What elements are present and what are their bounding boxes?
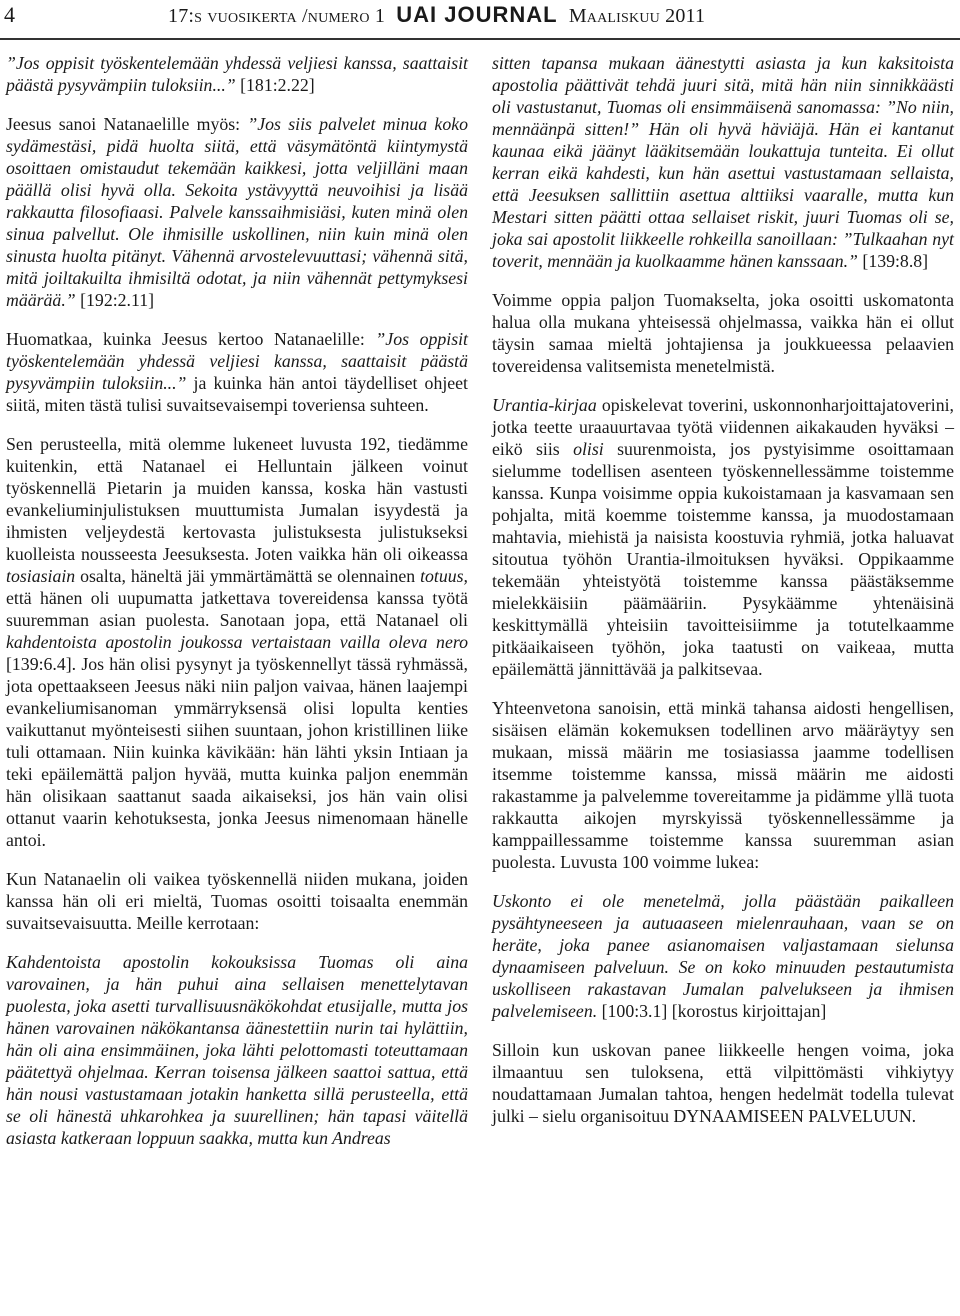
quote: ”Jos oppisit työskentelemään yhdessä veljiesi kanssa, saattaisit päästä pysyvämpiin tuloksiin...” — [6, 53, 468, 95]
quote: Uskonto ei ole menetelmä, jolla päästään paikalleen pysähtyneeseen ja autuaaseen mielenrauhaan, vaan se on heräte, joka panee asianomaisen valjastamaan sielunsa dynaamiseen palveluun. Se on koko minuuden pestautumista uskolliseen rakastavan Jumalan palvelukseen ja ihmisen palvelemiseen. — [492, 891, 954, 1021]
text: suurenmoista, jos pystyisimme osoittamaan sielumme todellisen asenteen työskennellessämme toistemme kanssa. Kunpa voisimme oppia kukoistamaan ja kasvamaan sen pohjalta, mitä koemme toistemme kanssa, ja muodostamaan mahtavia, miehistä ja naisista koostuvia ryhmiä, jotka haluavat sitoutua työhön Urantia-ilmoituksen hyväksi. Oppikaamme tekemään yhteistyötä toistemme kanssa päästäksemme mielekkäisiin päämääriin. Pysykäämme yhtenäisinä keskittymällä yhteisiin tavoitteisiimme ja totutelkaamme pitkäaikaiseen työhön, joka taatusti on vaikeaa, mutta epäilemättä jännittävää ja palkitsevaa. — [492, 439, 954, 679]
right-column — [492, 40, 954, 1144]
text: että hänen oli uupumatta jatkettava tovereidensa kanssa työtä suuremman asian puolesta. Sanotaan jopa, että Natanael oli — [6, 588, 468, 630]
reference: [139:8.8] — [857, 251, 929, 271]
paragraph-5: Kun Natanaelin oli vaikea työskennellä niiden mukana, joiden kanssa hän oli eri mieltä, Tuomas osoitti toisaalta enemmän suvaitsevaisuutta. Meille kerrotaan: — [6, 869, 468, 933]
text: osalta, häneltä jäi ymmärtämättä se olennainen — [75, 566, 421, 586]
reference: [100:3.1] [korostus kirjoittajan] — [597, 1001, 827, 1021]
quote: ”Jos oppisit työskentelemään yhdessä veljiesi kanssa, saattaisit päästä pysyvämpiin tuloksiin...” — [6, 329, 468, 393]
paragraph-6: Silloin kun uskovan panee liikkeelle hengen voima, joka ilmaantuu sen tuloksena, että vilpittömästi vihkiytyy noudattamaan Jumalan tahtoa, hengen hedelmät todella tulevat julki – sielu organisoituu DYNAAMISEEN PALVELUUN. — [492, 1040, 954, 1126]
paragraph-1 — [6, 52, 468, 96]
emphasis: kahdentoista apostolin joukossa vertaistaan vailla oleva nero — [6, 632, 468, 652]
journal-title: UAI JOURNAL — [396, 2, 558, 27]
paragraph-4 — [6, 433, 468, 851]
page-header — [0, 0, 960, 44]
paragraph-2 — [6, 113, 468, 311]
text: Huomatkaa, kuinka Jeesus kertoo Natanaelille: — [6, 329, 376, 349]
reference: [192:2.11] — [75, 290, 155, 310]
paragraph-4: Yhteenvetona sanoisin, että minkä tahansa aidosti hengellisen, sisäisen elämän kokemuksen todellinen arvo määräytyy sen mukaan, missä määrin me tosiasiassa jaamme todellisen itsemme toistemme kanssa, missä määrin me aidosti rakastamme ja palvelemme tovereitamme ja pidämme yllä tuota rakkautta aikojen myrskyissä työskennellessämme ja kamppaillessamme toistemme kanssa suuremman asian puolesta. Luvusta 100 voimme lukea: — [492, 698, 954, 872]
text: Jeesus sanoi Natanaelille myös: — [6, 114, 248, 134]
emphasis: totuus, — [420, 566, 468, 586]
text: ja kuinka hän antoi täydelliset ohjeet siitä, miten tästä tulisi suvaitsevaisempi toveriensa suhteen. — [6, 373, 469, 415]
text: [139:6.4]. Jos hän olisi pysynyt ja työskennellyt tässä ryhmässä, jota opettaakseen Jeesus näki niin paljon vaivaa, hänen laajempi evankeliumisanoman ymmärryksensä olisi lopulta kenties vaikuttanut myönteisesti siihen suuntaan, johon kristillinen liike tuli ottamaan. Niin kuinka kävikään: hän lähti yksin Intiaan ja teki epäilemättä paljon hyvää, mutta kuinka paljon enemmän hän olisikaan saattanut saada aikaiseksi, jos hän vain olisi ottanut vaarin kehotuksesta, jonka Jeesus nimenomaan hänelle antoi. — [6, 654, 468, 850]
quote: sitten tapansa mukaan äänestytti asiasta ja kun kaksitoista apostolia päättivät tehdä juuri sitä, mitä hän niin sinnikkäästi oli vastustanut, Tuomas oli ensimmäisenä sanomassa: ”No niin, mennäänpä sitten!” Hän oli hyvä häviäjä. Hän ei kantanut kaunaa eikä jäänyt lääkitsemään loukattuja tunteita. Ei ollut kerran eikä kahdesti, kun hän asettui vastustamaan sellaista, että Jeesuksen sallittiin asettua alttiiksi vaaralle, mutta kun Mestari sitten päätti ottaa sellaiset riskit, juuri Tuomas oli se, joka sai apostolit liikkeelle rohkeilla sanoillaan: ”Tulkaahan nyt toverit, mennään ja kuolkaamme hänen kanssaan.” — [492, 53, 954, 271]
running-head — [168, 2, 705, 28]
left-column — [6, 40, 468, 1166]
emphasis: tosiasiain — [6, 566, 76, 586]
page-number: 4 — [4, 2, 15, 27]
emphasis: Urantia-kirjaa — [492, 395, 597, 415]
paragraph-3 — [6, 328, 468, 416]
paragraph-2: Voimme oppia paljon Tuomakselta, joka osoitti uskomatonta halua olla mukana yhteisessä ohjelmassa, vaikka hän ei ollut täysin samaa mieltä johtajiensa ja joukkueessa pelaavien tovereidensa valitsemista menetelmistä. — [492, 290, 954, 376]
text: Sen perusteella, mitä olemme lukeneet luvusta 192, tiedämme kuitenkin, että Natanael ei Helluntain jälkeen voinut työskennellä Pietarin ja muiden kanssa, koska hän vastusti evankeliuminjulistuksen muuttumista Jumalan isyydestä ja ihmisten veljeydestä kertovasta julistuksesta julistukseksi kuolleista nousseesta Jeesuksesta. Joten vaikka hän oli oikeassa — [6, 434, 468, 564]
text: opiskelevat toverini, uskonnonharjoittajatoverini, jotka teette uraauurtavaa työtä viidennen aikakauden hyväksi – eikö siis — [492, 395, 954, 459]
paragraph-5 — [492, 890, 954, 1022]
issue-date: Maaliskuu 2011 — [568, 5, 706, 27]
reference: [181:2.22] — [235, 75, 315, 95]
paragraph-3 — [492, 394, 954, 680]
paragraph-6-quote: Kahdentoista apostolin kokouksissa Tuomas oli aina varovainen, ja hän puhui aina sellaisen menettelytavan puolesta, joka asetti turvallisuusnäkökohdat etusijalle, mutta jos hänen varovainen näkökantansa äänestettiin nurin tai hylättiin, hän oli aina ensimmäinen, joka lähti pelottomasti toteuttamaan päätettyä ohjelmaa. Kerran toisensa jälkeen saattoi sattua, että hän nousi vastustamaan jotakin hanketta sillä perusteella, että se oli hänestä uhkarohkea ja suurellinen; hän tapasi väitellä asiasta katkeraan loppuun saakka, mutta kun Andreas — [6, 952, 468, 1148]
issue-label: 17:s vuosikerta /numero 1 — [168, 5, 386, 27]
emphasis: olisi — [573, 439, 604, 459]
quote: ”Jos siis palvelet minua koko sydämestäsi, pidä huolta siitä, että väsymätöntä kiintymystä osoittaen omistaudut tekemään kaikkesi, jotta veljilläni maan päällä olisi hyvä olla. Sekoita ystävyyttä neuvoihisi ja lisää rakkautta filosofiaasi. Palvele kanssaihmisiäsi, kuten minä olen sinua palvellut. Ole ihmisille uskollinen, niin kuin minä olen sinusta huolta pitänyt. Vähennä arvostelevuuttasi; vähennä sitä, mitä joiltakuilta ihmisiltä odotat, ja niin vähennät pettymyksesi määrää.” — [6, 114, 468, 310]
paragraph-1 — [492, 52, 954, 272]
